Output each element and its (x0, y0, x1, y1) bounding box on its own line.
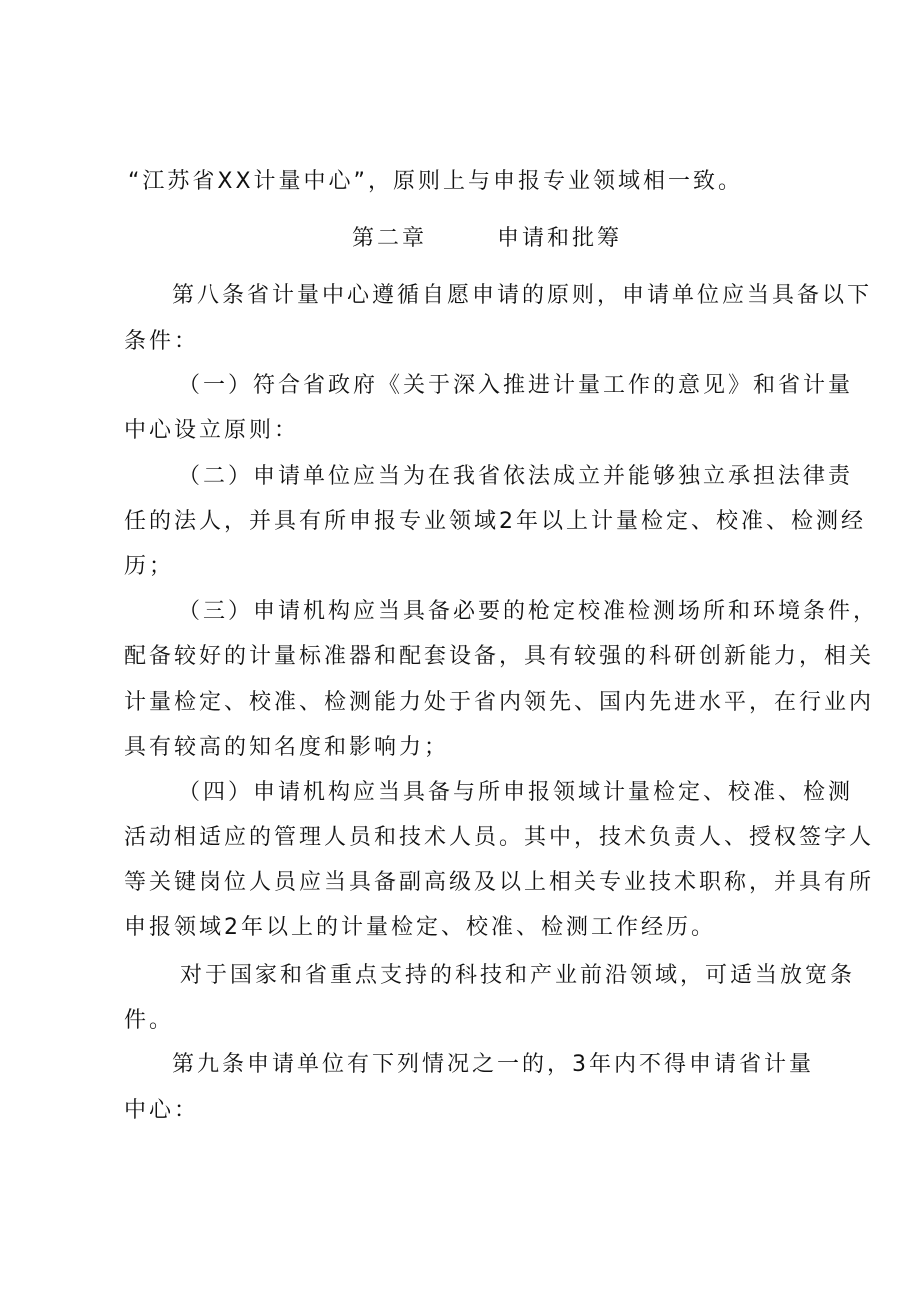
item-4-line-1: （四）申请机构应当具备与所申报领域计量检定、校准、检测 (178, 780, 854, 805)
item-4-line-3: 等关键岗位人员应当具备副高级及以上相关专业技术职称，并具有所 (124, 870, 875, 895)
article-9-line-1: 第九条申请单位有下列情况之一的，3年内不得申请省计量 (172, 1052, 814, 1077)
item-1-line-1: （一）符合省政府《关于深入推进计量工作的意见》和省计量 (178, 373, 854, 398)
article-9-line-2: 中心： (124, 1098, 200, 1123)
item-2-line-2: 任的法人，并具有所申报专业领域2年以上计量检定、校准、检测经 (124, 509, 866, 534)
item-3-line-2: 配备较好的计量标准器和配套设备，具有较强的科研创新能力，相关 (124, 644, 875, 669)
relaxation-line-2: 件。 (124, 1008, 175, 1033)
item-4-line-2: 活动相适应的管理人员和技术人员。其中，技术负责人、授权签字人 (124, 825, 875, 850)
item-2-line-3: 历； (124, 554, 175, 579)
item-3-line-4: 具有较高的知名度和影响力； (124, 735, 450, 760)
relaxation-line-1: 对于国家和省重点支持的科技和产业前沿领域，可适当放宽条 (180, 963, 856, 988)
item-1-line-2: 中心设立原则： (124, 418, 300, 443)
chapter-heading (352, 224, 622, 254)
item-3-line-1: （三）申请机构应当具备必要的枪定校准检测场所和环境条件， (178, 599, 879, 624)
paragraph-line-1: “江苏省XX计量中心”，原则上与申报专业领域相一致。 (128, 169, 743, 194)
article-8-line-1: 第八条省计量中心遵循自愿申请的原则，申请单位应当具备以下 (172, 283, 873, 308)
item-4-line-4: 申报领域2年以上的计量检定、校准、检测工作经历。 (124, 915, 716, 940)
item-3-line-3: 计量检定、校准、检测能力处于省内领先、国内先进水平，在行业内 (124, 690, 875, 715)
article-8-line-2: 条件： (124, 329, 200, 354)
chapter-title: 申请和批筹 (497, 226, 623, 251)
chapter-number: 第二章 (352, 226, 428, 251)
item-2-line-1: （二）申请单位应当为在我省依法成立并能够独立承担法律责 (178, 464, 854, 489)
